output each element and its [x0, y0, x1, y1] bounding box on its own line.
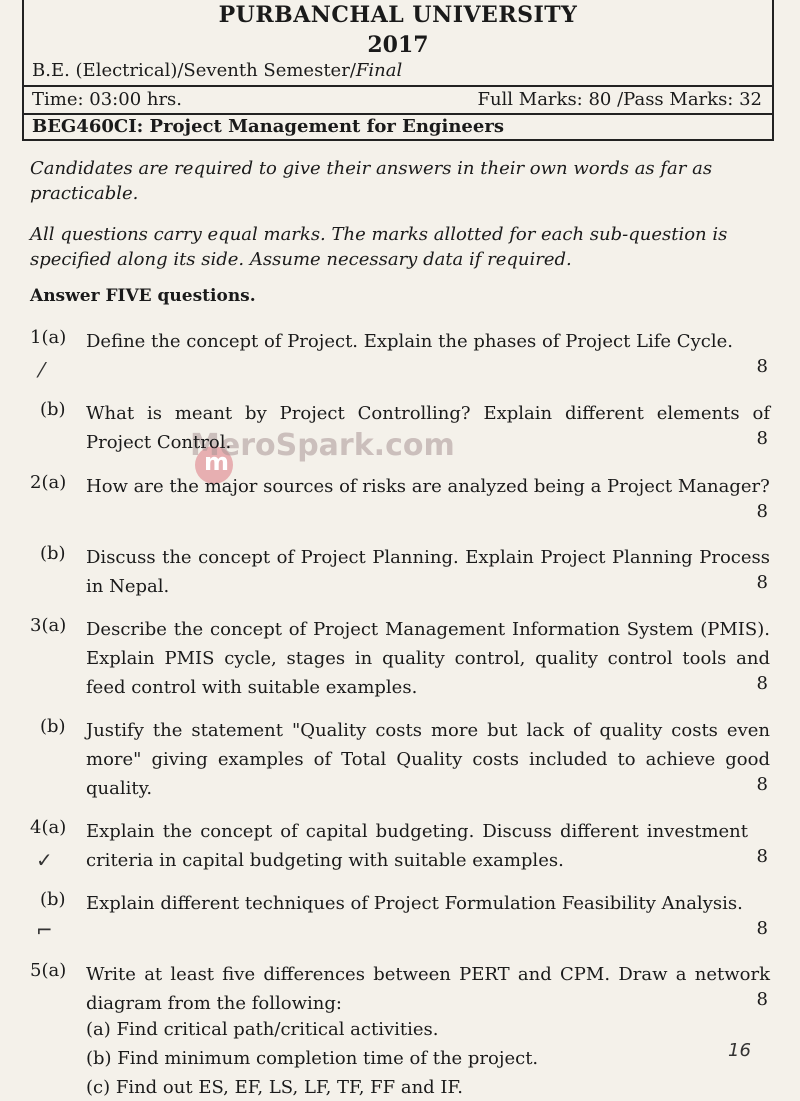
- exam-year: 2017: [367, 32, 429, 58]
- question-5a: [30, 960, 770, 1018]
- question-text: Explain the concept of capital budgeting. Discuss different investment criteria in capital budgeting with suitable examples.: [86, 821, 748, 871]
- question-text: Explain different techniques of Project Formulation Feasibility Analysis.: [86, 893, 743, 914]
- tick-mark-icon: ⁄: [40, 358, 44, 382]
- instruction-2: All questions carry equal marks. The marks allotted for each sub-question is specified along its side. Assume necessary data if required.: [30, 224, 728, 270]
- question-text: Justify the statement "Quality costs more but lack of quality costs even more" giving examples of Total Quality costs included to achieve good quality.: [86, 720, 770, 799]
- question-text: Describe the concept of Project Management Information System (PMIS). Explain PMIS cycle, stages in quality control, quality control tools and feed control with suitable examples.: [86, 619, 770, 698]
- question-marks: 8: [756, 918, 768, 939]
- question-3a: [30, 615, 770, 702]
- question-1b: [30, 399, 770, 457]
- question-number: 3(a): [30, 615, 67, 636]
- question-2b: [30, 543, 770, 601]
- question-4a: [30, 817, 770, 875]
- instruction-1: Candidates are required to give their answers in their own words as far as practicable.: [30, 158, 713, 204]
- question-marks: 8: [756, 673, 768, 694]
- question-3b: [30, 716, 770, 803]
- exam-time: Time: 03:00 hrs.: [32, 89, 183, 110]
- question-2a: [30, 472, 770, 530]
- question-text: Write at least five differences between PERT and CPM. Draw a network diagram from the following:: [86, 964, 770, 1014]
- question-number: (b): [40, 889, 66, 910]
- header-divider: [24, 113, 772, 115]
- exam-header: [22, 0, 774, 141]
- question-text: Discuss the concept of Project Planning. Explain Project Planning Process in Nepal.: [86, 547, 770, 597]
- question-number: 5(a): [30, 960, 67, 981]
- question-number: 1(a): [30, 327, 67, 348]
- question-number: (b): [40, 543, 66, 564]
- question-number: 2(a): [30, 472, 67, 493]
- tick-mark-icon: ✓: [36, 848, 53, 872]
- watermark: MeroSpark.com: [190, 428, 455, 463]
- question-4b: [30, 889, 770, 947]
- tick-mark-icon: ⌐: [36, 918, 53, 942]
- sub-item: (c) Find out ES, EF, LS, LF, TF, FF and IF.: [86, 1077, 463, 1098]
- question-marks: 8: [756, 846, 768, 867]
- question-text: How are the major sources of risks are analyzed being a Project Manager?: [86, 476, 770, 497]
- question-marks: 8: [756, 774, 768, 795]
- question-number: 4(a): [30, 817, 67, 838]
- program-final: Final: [355, 60, 403, 81]
- question-marks: 8: [756, 501, 768, 522]
- question-marks: 8: [756, 356, 768, 377]
- question-number: (b): [40, 716, 66, 737]
- program-main: B.E. (Electrical)/Seventh Semester/: [32, 60, 356, 81]
- exam-marks: Full Marks: 80 /Pass Marks: 32: [477, 89, 762, 110]
- question-1a: [30, 327, 770, 385]
- question-number: (b): [40, 399, 66, 420]
- sub-item: (b) Find minimum completion time of the project.: [86, 1048, 539, 1069]
- handwritten-note: 16: [728, 1040, 751, 1061]
- subject-title: BEG460CI: Project Management for Engineers: [32, 116, 504, 137]
- answer-note: Answer FIVE questions.: [30, 286, 256, 306]
- question-marks: 8: [756, 989, 768, 1010]
- question-marks: 8: [756, 428, 768, 449]
- program-line: [32, 60, 402, 81]
- question-text: Define the concept of Project. Explain the phases of Project Life Cycle.: [86, 331, 733, 352]
- header-divider: [24, 85, 772, 87]
- university-name: PURBANCHAL UNIVERSITY: [218, 2, 578, 28]
- question-text: What is meant by Project Controlling? Explain different elements of Project Control.: [86, 403, 770, 453]
- sub-item: (a) Find critical path/critical activities.: [86, 1019, 439, 1040]
- question-marks: 8: [756, 572, 768, 593]
